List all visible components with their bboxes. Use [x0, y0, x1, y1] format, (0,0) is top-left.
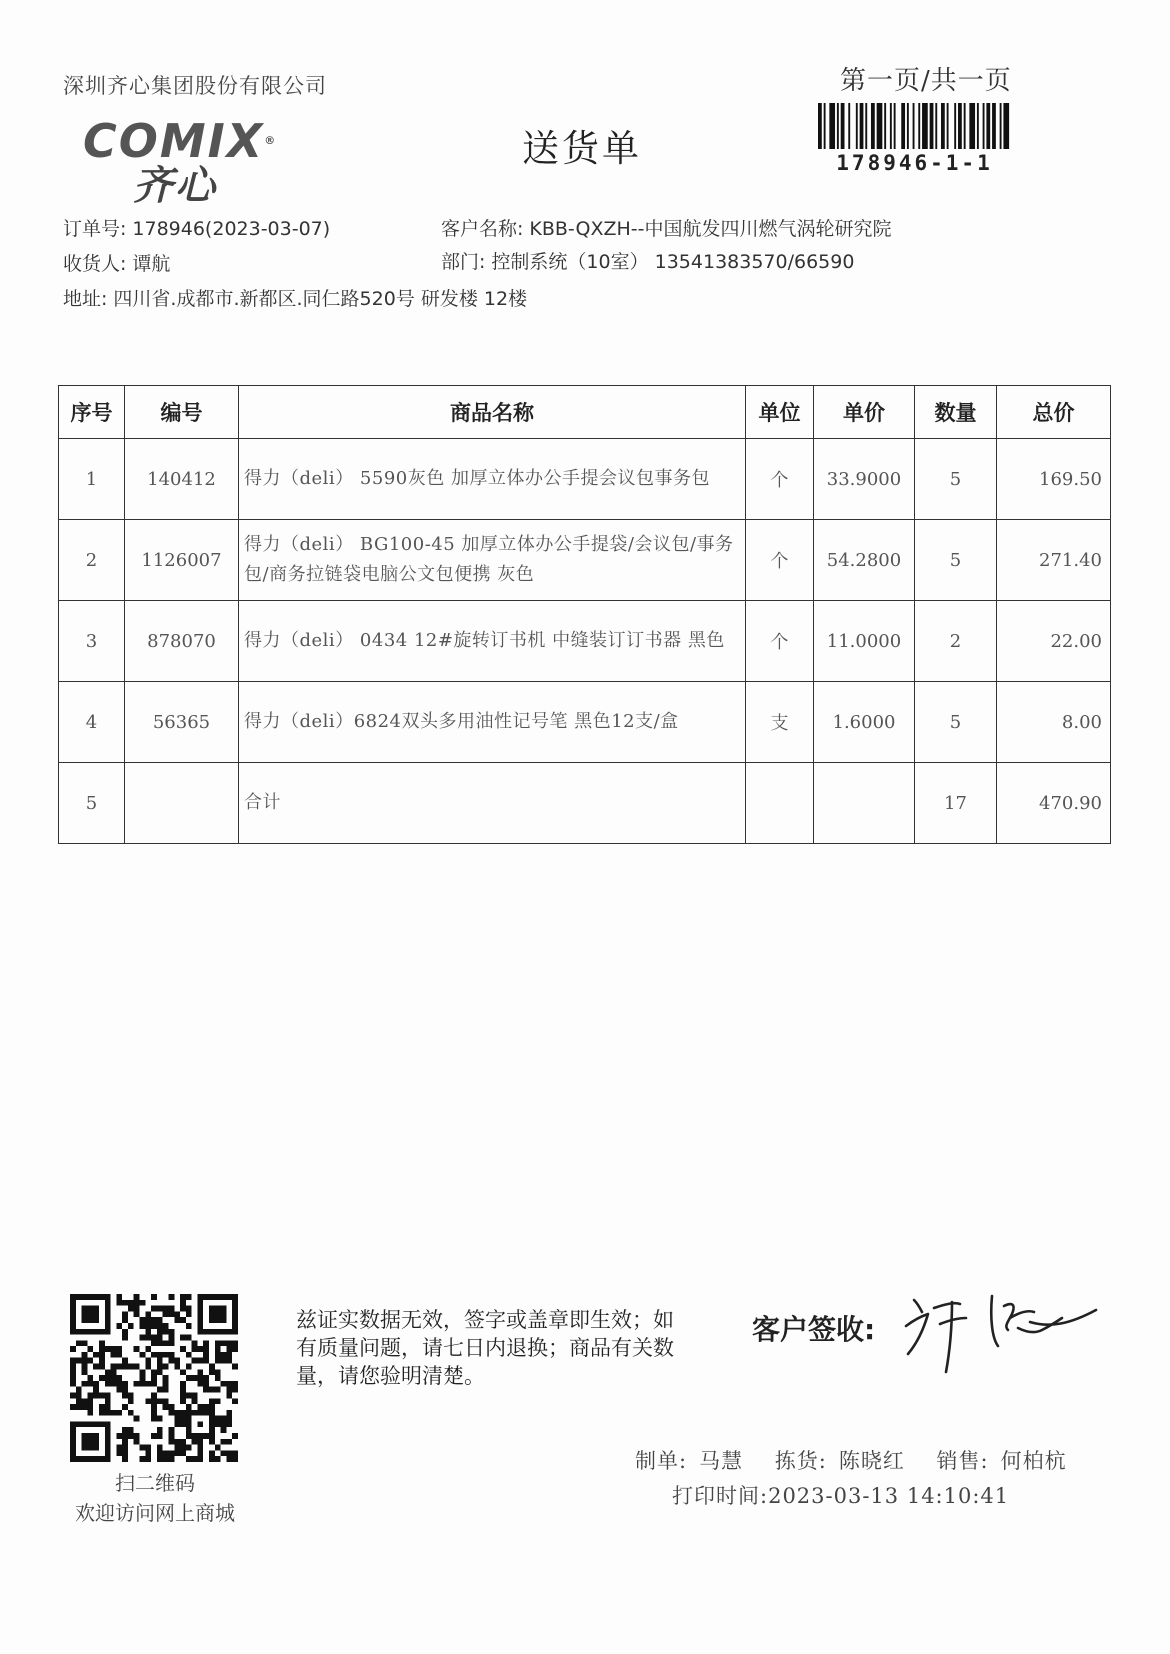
row-product-name: 得力（deli） 0434 12#旋转订书机 中缝装订订书器 黑色	[239, 601, 746, 682]
barcode-number: 178946-1-1	[836, 151, 993, 175]
print-time-label: 打印时间:	[672, 1484, 769, 1508]
row-quantity: 5	[915, 520, 997, 601]
items-table	[58, 385, 1111, 844]
staff-line	[635, 1445, 1091, 1475]
order-number-row	[63, 214, 330, 241]
customer-sign-label: 客户签收:	[752, 1313, 876, 1346]
row-unit-price: 1.6000	[814, 682, 915, 763]
table-row	[59, 601, 1111, 682]
header-code: 编号	[125, 386, 239, 439]
row-total: 271.40	[997, 520, 1111, 601]
row-total: 169.50	[997, 439, 1111, 520]
order-number-label: 订单号:	[63, 218, 127, 240]
handwritten-signature	[900, 1288, 1100, 1378]
sales-label: 销售:	[936, 1449, 989, 1473]
sales-name: 何柏杭	[1000, 1449, 1067, 1473]
maker-name: 马慧	[699, 1449, 744, 1473]
row-no: 4	[59, 682, 125, 763]
row-unit: 支	[746, 682, 814, 763]
row-no: 2	[59, 520, 125, 601]
receiver-label: 收货人:	[63, 253, 127, 275]
header-unit-price: 单价	[814, 386, 915, 439]
row-unit-price: 11.0000	[814, 601, 915, 682]
row-unit: 个	[746, 439, 814, 520]
table-row	[59, 439, 1111, 520]
table-row	[59, 520, 1111, 601]
row-code	[125, 763, 239, 844]
document-title: 送货单	[522, 127, 642, 170]
logo-text-en: COMIX	[83, 114, 265, 168]
header-no: 序号	[59, 386, 125, 439]
row-total: 8.00	[997, 682, 1111, 763]
header-total: 总价	[997, 386, 1111, 439]
receiver-value: 谭航	[132, 253, 171, 275]
table-header-row	[59, 386, 1111, 439]
table-row	[59, 682, 1111, 763]
maker-label: 制单:	[635, 1449, 688, 1473]
header-product-name: 商品名称	[239, 386, 746, 439]
row-code: 1126007	[125, 520, 239, 601]
grand-total: 470.90	[997, 763, 1111, 844]
barcode-icon	[818, 103, 1011, 149]
row-product-name: 得力（deli） 5590灰色 加厚立体办公手提会议包事务包	[239, 439, 746, 520]
registered-mark-icon: ®	[264, 134, 278, 147]
header-unit: 单位	[746, 386, 814, 439]
customer-label: 客户名称:	[441, 218, 524, 240]
row-unit	[746, 763, 814, 844]
row-product-name: 得力（deli）6824双头多用油性记号笔 黑色12支/盒	[239, 682, 746, 763]
print-time-value: 2023-03-13 14:10:41	[768, 1484, 1010, 1508]
row-no: 3	[59, 601, 125, 682]
total-quantity: 17	[915, 763, 997, 844]
row-quantity: 5	[915, 682, 997, 763]
row-total: 22.00	[997, 601, 1111, 682]
qr-code-icon[interactable]	[70, 1294, 238, 1462]
row-code: 140412	[125, 439, 239, 520]
qr-caption	[60, 1468, 250, 1528]
row-unit: 个	[746, 520, 814, 601]
logo-text-cn: 齐心	[133, 163, 217, 209]
row-no: 1	[59, 439, 125, 520]
customer-value: KBB-QXZH--中国航发四川燃气涡轮研究院	[529, 218, 892, 240]
total-label: 合计	[239, 763, 746, 844]
page-info: 第一页/共一页	[840, 66, 1012, 96]
row-code: 56365	[125, 682, 239, 763]
picker-label: 拣货:	[774, 1449, 827, 1473]
order-number-value: 178946(2023-03-07)	[132, 218, 331, 240]
receiver-row	[63, 249, 170, 276]
row-product-name: 得力（deli） BG100-45 加厚立体办公手提袋/会议包/事务包/商务拉链袋电脑公文包便携 灰色	[239, 520, 746, 601]
customer-row	[441, 214, 891, 241]
address-label: 地址:	[63, 288, 108, 310]
row-no: 5	[59, 763, 125, 844]
row-quantity: 2	[915, 601, 997, 682]
department-row	[441, 247, 854, 274]
header-quantity: 数量	[915, 386, 997, 439]
comix-logo	[83, 114, 288, 210]
row-unit-price	[814, 763, 915, 844]
row-quantity: 5	[915, 439, 997, 520]
company-name: 深圳齐心集团股份有限公司	[63, 74, 327, 98]
picker-name: 陈晓红	[838, 1449, 905, 1473]
qr-caption-scan: 扫二维码	[115, 1471, 195, 1495]
print-time-line	[672, 1480, 1009, 1510]
row-code: 878070	[125, 601, 239, 682]
address-value: 四川省.成都市.新都区.同仁路520号 研发楼 12楼	[113, 288, 528, 310]
row-unit: 个	[746, 601, 814, 682]
notice-text: 兹证实数据无效，签字或盖章即生效；如有质量问题，请七日内退换；商品有关数量，请您验明清楚。	[296, 1308, 674, 1388]
department-label: 部门:	[441, 251, 486, 273]
row-unit-price: 33.9000	[814, 439, 915, 520]
table-total-row	[59, 763, 1111, 844]
row-unit-price: 54.2800	[814, 520, 915, 601]
qr-caption-mall: 欢迎访问网上商城	[75, 1501, 235, 1525]
department-value: 控制系统（10室） 13541383570/66590	[491, 251, 855, 273]
address-row	[63, 284, 527, 311]
